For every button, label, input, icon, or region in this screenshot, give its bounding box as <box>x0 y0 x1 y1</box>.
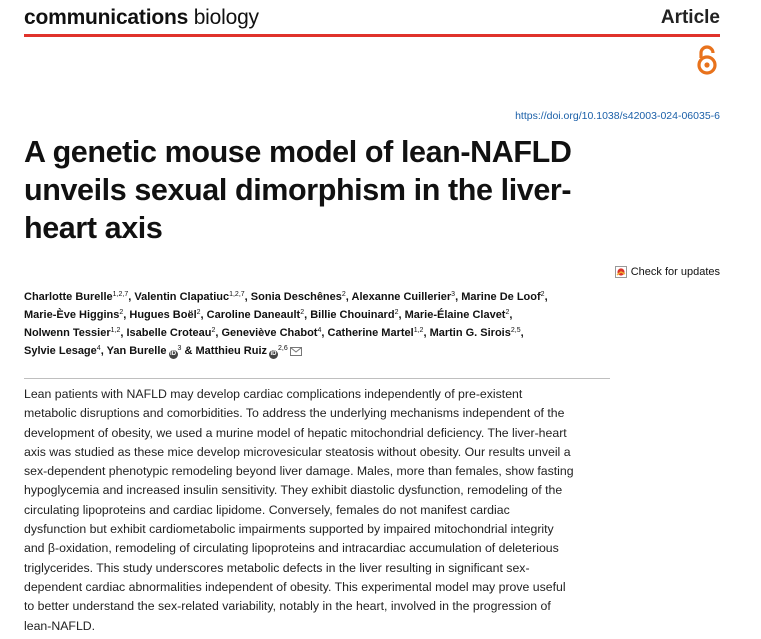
author-list <box>24 288 724 360</box>
author-separator: , <box>200 309 207 321</box>
author-name[interactable]: Geneviève Chabot <box>221 327 318 339</box>
abstract-line: dependent cardiac abnormalities independent of obesity. This experimental model may prove useful <box>24 579 566 594</box>
doi-link[interactable]: https://doi.org/10.1038/s42003-024-06035-6 <box>515 110 720 122</box>
author-separator: , <box>100 345 107 357</box>
check-for-updates-button[interactable] <box>615 266 720 278</box>
affiliation-marker: 3 <box>177 345 182 352</box>
affiliation-marker: 4 <box>96 345 101 352</box>
abstract-line: development of obesity, we used a murine model of hepatic mitochondrial deficiency. The liver-heart <box>24 425 567 440</box>
abstract-line: dysfunction but exhibit cardiometabolic impairments supported by impaired mitochondrial integrity <box>24 522 554 537</box>
author-separator: , <box>120 327 127 339</box>
author-name[interactable]: Charlotte Burelle <box>24 291 113 303</box>
header-divider <box>24 34 720 37</box>
title-line: A genetic mouse model of lean-NAFLD <box>24 135 572 169</box>
email-icon[interactable] <box>290 347 302 356</box>
affiliation-marker: 2,5 <box>510 327 521 334</box>
affiliation-marker: 1,2,7 <box>112 291 129 298</box>
abstract-line: triglycerides. This study underscores metabolic defects in the liver resulting in significant sex- <box>24 560 530 575</box>
journal-name-light: biology <box>193 6 259 29</box>
affiliation-marker: 2,6 <box>278 345 288 352</box>
author-name[interactable]: Marie-Ève Higgins <box>24 309 120 321</box>
title-line: heart axis <box>24 211 163 245</box>
author-separator: , <box>123 309 130 321</box>
author-name[interactable]: Alexanne Cuillerier <box>351 291 452 303</box>
author-separator: , <box>398 309 405 321</box>
check-for-updates-label: Check for updates <box>630 266 720 278</box>
article-type: Article <box>660 7 720 28</box>
author-name[interactable]: Nolwenn Tessier <box>24 327 111 339</box>
affiliation-marker: 2 <box>505 309 510 316</box>
journal-name-bold: communications <box>24 6 189 29</box>
check-for-updates-icon <box>615 266 627 278</box>
affiliation-marker: 2 <box>394 309 399 316</box>
author-separator: , <box>423 327 430 339</box>
author-name[interactable]: Billie Chouinard <box>310 309 395 321</box>
abstract-line: sex-dependent phenotypic remodeling beyond liver damage. Males, more than females, show fasting <box>24 464 574 479</box>
author-separator: , <box>244 291 251 303</box>
author-name[interactable]: Hugues Boël <box>129 309 197 321</box>
title-line: unveils sexual dimorphism in the liver- <box>24 173 572 207</box>
abstract-line: circulating lipoproteins and cardiac lipidome. Conversely, females do not manifest cardiac <box>24 502 510 517</box>
abstract-line: hypoglycemia and increased insulin sensitivity. They exhibit diastolic dysfunction, remodeling of the <box>24 483 563 498</box>
author-name[interactable]: Sylvie Lesage <box>24 345 97 357</box>
abstract-line: Lean patients with NAFLD may develop cardiac complications independently of pre-existent <box>24 387 523 401</box>
affiliation-marker: 3 <box>451 291 456 298</box>
abstract-line: lean-NAFLD. <box>24 618 96 633</box>
author-name[interactable]: Matthieu Ruiz <box>195 345 267 357</box>
affiliation-marker: 2 <box>341 291 346 298</box>
abstract-line: metabolic disruptions and comorbidities. To address the underlying mechanisms independent of the <box>24 406 565 421</box>
affiliation-marker: 1,2 <box>110 327 121 334</box>
author-name[interactable]: Valentin Clapatiuc <box>134 291 230 303</box>
author-separator: , <box>520 327 524 339</box>
author-name[interactable]: Yan Burelle <box>106 345 167 357</box>
affiliation-marker: 2 <box>540 291 545 298</box>
affiliation-marker: 2 <box>211 327 216 334</box>
journal-header <box>24 6 720 34</box>
abstract-line: and β-oxidation, remodeling of circulating lipoproteins and intracardiac accumulation of deleterious <box>24 541 559 556</box>
journal-name[interactable] <box>24 6 259 30</box>
orcid-icon[interactable]: iD <box>170 351 177 357</box>
author-separator: , <box>128 291 135 303</box>
article-title <box>24 133 714 247</box>
orcid-icon[interactable]: iD <box>270 351 277 357</box>
author-separator: , <box>215 327 222 339</box>
author-separator: , <box>345 291 352 303</box>
affiliation-marker: 1,2 <box>413 327 424 334</box>
author-separator: , <box>321 327 328 339</box>
affiliation-marker: 2 <box>196 309 201 316</box>
affiliation-marker: 2 <box>119 309 124 316</box>
author-separator: , <box>455 291 462 303</box>
author-separator: , <box>304 309 311 321</box>
author-separator: , <box>509 309 513 321</box>
open-access-icon[interactable] <box>694 44 720 76</box>
affiliation-marker: 2 <box>300 309 305 316</box>
author-name[interactable]: Marine De Loof <box>461 291 541 303</box>
author-name[interactable]: Sonia Deschênes <box>250 291 342 303</box>
author-separator: , <box>544 291 548 303</box>
abstract <box>24 385 612 636</box>
abstract-line: axis was studied as these mice develop microvesicular steatosis without obesity. Our results unveil a <box>24 444 571 459</box>
author-name[interactable]: Caroline Daneault <box>206 309 301 321</box>
author-separator: & <box>181 345 196 357</box>
affiliation-marker: 1,2,7 <box>229 291 245 298</box>
author-name[interactable]: Marie-Élaine Clavet <box>404 309 506 321</box>
affiliation-marker: 4 <box>317 327 322 334</box>
abstract-line: to better understand the sex-related variability, notably in the heart, involved in the progression of <box>24 599 551 614</box>
author-name[interactable]: Catherine Martel <box>327 327 414 339</box>
author-name[interactable]: Isabelle Croteau <box>126 327 212 339</box>
author-name[interactable]: Martin G. Sirois <box>429 327 511 339</box>
abstract-divider <box>24 378 610 379</box>
